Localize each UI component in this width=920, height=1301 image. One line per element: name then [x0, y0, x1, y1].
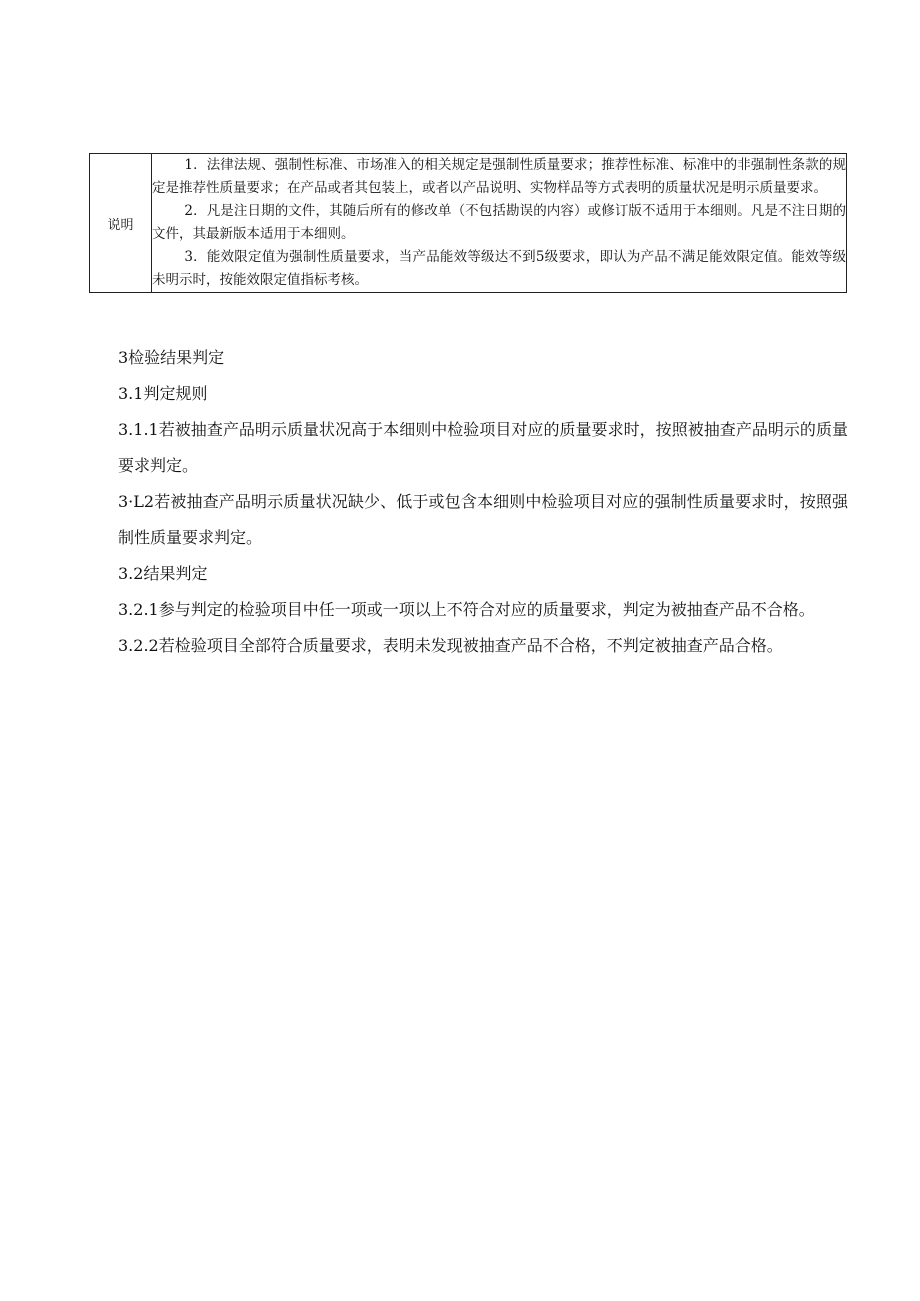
- section-heading-3-1: 3.1判定规则: [118, 384, 208, 403]
- note-item-3: 3．能效限定值为强制性质量要求，当产品能效等级达不到5级要求，即认为产品不满足能效限定值。能效等级未明示时，按能效限定值指标考核。: [152, 249, 846, 288]
- notes-label: 说明: [90, 154, 152, 293]
- notes-table: [89, 153, 847, 293]
- notes-content: [152, 154, 847, 293]
- paragraph-3-2-2: 3.2.2若检验项目全部符合质量要求，表明未发现被抽查产品不合格，不判定被抽查产品合格。: [118, 636, 783, 655]
- notes-row: [90, 154, 847, 293]
- body-text: [118, 340, 848, 664]
- paragraph-3-1-1: 3.1.1若被抽查产品明示质量状况高于本细则中检验项目对应的质量要求时，按照被抽查产品明示的质量要求判定。: [118, 420, 848, 475]
- paragraph-3-1-2: 3·L2若被抽查产品明示质量状况缺少、低于或包含本细则中检验项目对应的强制性质量要求时，按照强制性质量要求判定。: [118, 492, 848, 547]
- note-item-1: 1．法律法规、强制性标准、市场准入的相关规定是强制性质量要求；推荐性标准、标准中的非强制性条款的规定是推荐性质量要求；在产品或者其包装上，或者以产品说明、实物样品等方式表明的质量状况是明示质量要求。: [152, 157, 846, 196]
- section-heading-3: 3检验结果判定: [118, 348, 225, 367]
- paragraph-3-2-1: 3.2.1参与判定的检验项目中任一项或一项以上不符合对应的质量要求，判定为被抽查产品不合格。: [118, 600, 815, 619]
- note-item-2: 2．凡是注日期的文件，其随后所有的修改单（不包括勘误的内容）或修订版不适用于本细则。凡是不注日期的文件，其最新版本适用于本细则。: [152, 203, 846, 242]
- section-heading-3-2: 3.2结果判定: [118, 564, 208, 583]
